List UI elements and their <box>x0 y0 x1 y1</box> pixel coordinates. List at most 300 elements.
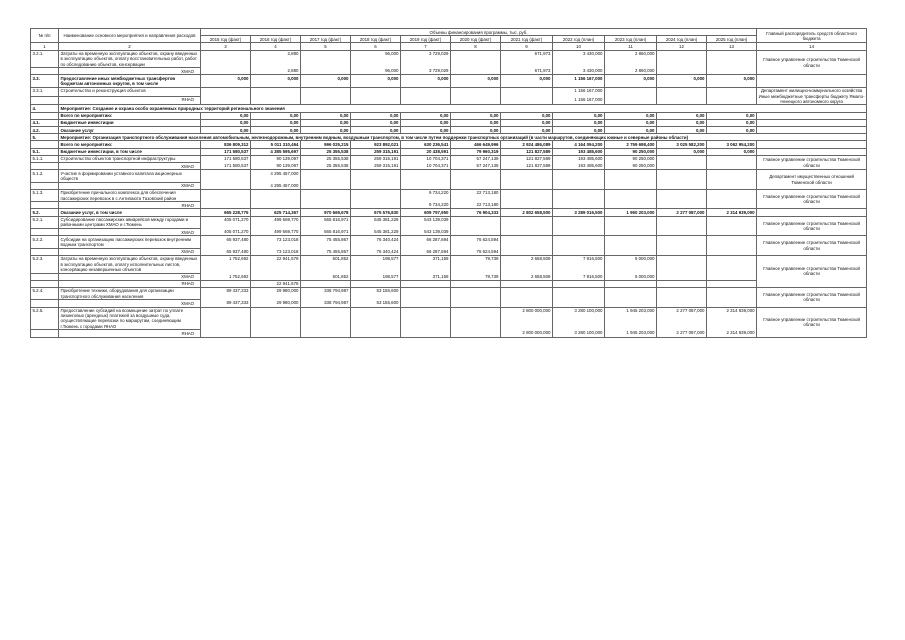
value-cell <box>301 202 351 209</box>
value-cell: 2 277 087,000 <box>657 209 707 216</box>
value-cell: 0,00 <box>201 119 251 126</box>
value-cell: 76 340,424 <box>351 236 401 248</box>
value-cell <box>501 280 553 287</box>
value-cell <box>553 300 605 307</box>
summary-row <box>31 127 867 134</box>
territory-label: ХМАО <box>59 68 201 75</box>
value-cell <box>707 182 757 189</box>
value-cell: 2 314 939,000 <box>707 209 757 216</box>
value-cell <box>707 163 757 170</box>
value-cell: 4 385 595,697 <box>251 148 301 155</box>
value-cell <box>401 307 451 330</box>
value-cell: 2 759 698,400 <box>605 141 657 148</box>
row-number: 5.2.5. <box>31 307 59 330</box>
value-cell: 2 314 939,000 <box>707 330 757 337</box>
value-cell: 0,00 <box>451 119 501 126</box>
value-cell: 65 937,480 <box>201 248 251 255</box>
value-cell <box>301 50 351 68</box>
value-cell: 2 800 000,000 <box>501 330 553 337</box>
territory-row <box>31 163 867 170</box>
value-cell: 76 624,594 <box>451 236 501 248</box>
value-cell <box>351 170 401 182</box>
row-name: Приобретение причального комплекса для обеспечения пассажирских перевозок в с.Антипаюта Тазовский район <box>59 189 201 201</box>
section-row <box>31 105 867 112</box>
value-cell <box>501 229 553 236</box>
value-cell: 171 580,537 <box>201 148 251 155</box>
value-cell <box>501 87 553 96</box>
row-number <box>31 248 59 255</box>
value-cell: 5 011 310,464 <box>251 141 301 148</box>
value-cell: 66 287,694 <box>401 236 451 248</box>
value-cell: 0,00 <box>201 127 251 134</box>
value-cell: 3 430,000 <box>553 68 605 75</box>
value-cell: 89 437,333 <box>201 300 251 307</box>
summary-row <box>31 141 867 148</box>
value-cell <box>553 216 605 228</box>
section-title: Мероприятие: Организация транспортного обслуживания населения автомобильным, железнодорожным, внутренним водным, воздушным транспортом, в том числе путем поддержки транспортных организаций (в части маршрутов, соединяющих южные и северные районы области) <box>59 134 867 141</box>
value-cell <box>657 248 707 255</box>
value-cell <box>401 170 451 182</box>
territory-label: ХМАО <box>59 163 201 170</box>
section-number: 5. <box>31 134 59 141</box>
value-cell <box>605 236 657 248</box>
value-cell: 20 438,591 <box>401 148 451 155</box>
value-cell <box>401 330 451 337</box>
distributor-cell: Главное управление строительства Тюменской области <box>757 50 867 75</box>
column-number: 9 <box>501 43 553 50</box>
column-number: 8 <box>451 43 501 50</box>
table-row <box>31 170 867 182</box>
summary-row <box>31 75 867 87</box>
value-cell: 10 704,371 <box>401 155 451 162</box>
value-cell: 53 155,600 <box>351 300 401 307</box>
distributor-text: Иные межбюджетные трансферты бюджету Ямало-Ненецкого автономного округа <box>758 93 865 104</box>
distributor-cell: Главное управление строительства Тюменской области <box>757 255 867 287</box>
value-cell <box>657 273 707 280</box>
value-cell <box>201 330 251 337</box>
table-row <box>31 216 867 228</box>
row-name: Бюджетные инвестиции, в том числе <box>59 148 201 155</box>
value-cell <box>707 68 757 75</box>
territory-row <box>31 280 867 287</box>
value-cell <box>657 229 707 236</box>
value-cell: 121 827,589 <box>501 148 553 155</box>
value-cell: 671,973 <box>501 50 553 68</box>
header-name: Наименование основного мероприятия и направления расходов <box>59 29 201 43</box>
value-cell <box>401 300 451 307</box>
value-cell: 1 950 203,000 <box>605 209 657 216</box>
column-number: 14 <box>757 43 867 50</box>
column-number: 6 <box>351 43 401 50</box>
territory-row <box>31 330 867 337</box>
value-cell: 22 941,579 <box>251 255 301 273</box>
value-cell: 96,000 <box>351 50 401 68</box>
value-cell: 76 904,333 <box>451 209 501 216</box>
value-cell <box>657 182 707 189</box>
value-cell: 198,577 <box>351 273 401 280</box>
value-cell <box>605 248 657 255</box>
value-cell: 0,00 <box>351 119 401 126</box>
row-number: 5.2.1. <box>31 216 59 228</box>
table-row <box>31 50 867 68</box>
value-cell <box>301 96 351 105</box>
value-cell: 0,000 <box>201 75 251 87</box>
value-cell <box>501 287 553 299</box>
column-number: 12 <box>657 43 707 50</box>
value-cell: 0,00 <box>351 127 401 134</box>
value-cell: 0,00 <box>553 119 605 126</box>
value-cell <box>553 248 605 255</box>
section-number: 4. <box>31 105 59 112</box>
value-cell: 0,000 <box>301 75 351 87</box>
column-number: 11 <box>605 43 657 50</box>
value-cell <box>501 300 553 307</box>
value-cell <box>707 189 757 201</box>
row-number: 5.1. <box>31 148 59 155</box>
row-number <box>31 141 59 148</box>
value-cell <box>201 170 251 182</box>
value-cell: 0,000 <box>657 148 707 155</box>
value-cell: 405 071,270 <box>201 229 251 236</box>
value-cell <box>301 330 351 337</box>
value-cell: 665 228,775 <box>201 209 251 216</box>
value-cell: 96,000 <box>351 68 401 75</box>
value-cell: 338 794,987 <box>301 300 351 307</box>
distributor-cell <box>757 209 867 216</box>
value-cell: 0,00 <box>605 119 657 126</box>
distributor-cell: Главное управление строительства Тюменской области <box>757 216 867 236</box>
value-cell: 3 729,029 <box>401 68 451 75</box>
value-cell <box>605 287 657 299</box>
header-distributor: Главный распорядитель средств областного бюджета <box>757 29 867 43</box>
value-cell: 3 729,029 <box>401 50 451 68</box>
value-cell: 198,577 <box>351 255 401 273</box>
value-cell: 0,00 <box>301 119 351 126</box>
value-cell: 0,00 <box>553 112 605 119</box>
value-cell: 601,852 <box>301 255 351 273</box>
value-cell: 22 713,180 <box>451 189 501 201</box>
row-name: Субсидирование пассажирских авиарейсов между городами и районными центрами ХМАО и г.Тюмень <box>59 216 201 228</box>
table-row <box>31 87 867 96</box>
row-number <box>31 68 59 75</box>
value-cell <box>501 236 553 248</box>
value-cell <box>707 300 757 307</box>
value-cell <box>501 170 553 182</box>
value-cell <box>201 280 251 287</box>
distributor-text: Департамент жилищно-коммунального хозяйства <box>760 88 863 94</box>
value-cell <box>553 229 605 236</box>
value-cell <box>201 68 251 75</box>
value-cell: 0,00 <box>657 112 707 119</box>
value-cell <box>707 280 757 287</box>
row-name: Оказание услуг, в том числе <box>59 209 201 216</box>
row-number <box>31 300 59 307</box>
header-year: 2025 год (план) <box>707 36 757 43</box>
value-cell: 499 669,770 <box>251 216 301 228</box>
distributor-cell <box>757 119 867 126</box>
row-number: 5.2.2. <box>31 236 59 248</box>
value-cell: 10 704,371 <box>401 163 451 170</box>
value-cell <box>707 202 757 209</box>
distributor-cell <box>757 112 867 119</box>
value-cell: 193 485,600 <box>553 163 605 170</box>
value-cell: 0,00 <box>657 119 707 126</box>
table-row <box>31 307 867 330</box>
value-cell: 2,880 <box>251 68 301 75</box>
value-cell: 66 287,694 <box>401 248 451 255</box>
value-cell <box>501 96 553 105</box>
table-row <box>31 255 867 273</box>
value-cell: 1 945 203,000 <box>605 330 657 337</box>
territory-label: ЯНАО <box>59 96 201 105</box>
row-number: 4.1. <box>31 119 59 126</box>
value-cell: 121 827,589 <box>501 163 553 170</box>
value-cell: 29 980,000 <box>251 287 301 299</box>
value-cell <box>451 96 501 105</box>
value-cell <box>501 248 553 255</box>
value-cell <box>605 189 657 201</box>
value-cell: 79,739 <box>451 273 501 280</box>
value-cell <box>501 189 553 201</box>
value-cell: 543 139,039 <box>401 229 451 236</box>
value-cell: 65 937,480 <box>201 236 251 248</box>
value-cell: 2,880 <box>251 50 301 68</box>
territory-label: ХМАО <box>59 182 201 189</box>
territory-row <box>31 229 867 236</box>
value-cell: 1 156 167,000 <box>553 96 605 105</box>
summary-row <box>31 209 867 216</box>
value-cell: 4 164 094,200 <box>553 141 605 148</box>
value-cell: 0,00 <box>251 127 301 134</box>
value-cell: 90 250,000 <box>605 163 657 170</box>
value-cell: 4 295 457,000 <box>251 182 301 189</box>
value-cell <box>657 189 707 201</box>
value-cell: 601,852 <box>301 273 351 280</box>
header-year: 2019 год (факт) <box>401 36 451 43</box>
document-page <box>30 28 866 612</box>
value-cell <box>657 255 707 273</box>
value-cell: 5 000,000 <box>605 255 657 273</box>
column-number: 3 <box>201 43 251 50</box>
distributor-cell: Главное управление строительства Тюменской области <box>757 189 867 209</box>
value-cell <box>401 287 451 299</box>
value-cell <box>657 280 707 287</box>
value-cell <box>251 87 301 96</box>
value-cell: 7 916,500 <box>553 273 605 280</box>
value-cell: 3 280 100,000 <box>553 330 605 337</box>
value-cell: 90 139,097 <box>251 163 301 170</box>
row-number: 5.1.2. <box>31 170 59 182</box>
value-cell: 499 669,770 <box>251 229 301 236</box>
value-cell <box>301 68 351 75</box>
value-cell: 0,00 <box>451 127 501 134</box>
value-cell: 0,00 <box>251 119 301 126</box>
value-cell: 2 860,000 <box>605 50 657 68</box>
value-cell: 630 236,541 <box>401 141 451 148</box>
territory-row <box>31 248 867 255</box>
value-cell <box>553 170 605 182</box>
value-cell: 3 062 954,200 <box>707 141 757 148</box>
value-cell <box>553 236 605 248</box>
row-name: Затраты на временную эксплуатацию объектов, охрану введенных в эксплуатацию объектов, оплату восстановительных работ, работ по обследованию объектов, консервации <box>59 50 201 68</box>
row-number <box>31 96 59 105</box>
territory-label: ХМАО <box>59 273 201 280</box>
value-cell <box>553 280 605 287</box>
value-cell <box>251 330 301 337</box>
value-cell: 0,000 <box>401 75 451 87</box>
header-year: 2023 год (план) <box>605 36 657 43</box>
value-cell <box>605 202 657 209</box>
value-cell <box>605 96 657 105</box>
value-cell <box>201 202 251 209</box>
header-year: 2020 год (факт) <box>451 36 501 43</box>
territory-label: ЯНАО <box>59 330 201 337</box>
value-cell <box>657 216 707 228</box>
value-cell: 3 289 016,500 <box>553 209 605 216</box>
value-cell <box>707 273 757 280</box>
header-num: № п/п <box>31 29 59 43</box>
value-cell: 0,00 <box>351 112 401 119</box>
value-cell: 671,973 <box>501 68 553 75</box>
column-number: 10 <box>553 43 605 50</box>
value-cell: 0,00 <box>301 127 351 134</box>
row-name: Предоставление субсидий на возмещение затрат по уплате лизинговых (арендных) платежей за воздушные суда, осуществляющие перевозки по маршрутам, соединяющим г.Тюмень с городами ЯНАО <box>59 307 201 330</box>
value-cell <box>707 87 757 96</box>
value-cell: 970 669,678 <box>301 209 351 216</box>
distributor-cell: Главное управление строительства Тюменской области <box>757 287 867 307</box>
value-cell <box>451 216 501 228</box>
territory-label: ЯНАО <box>59 280 201 287</box>
value-cell <box>251 96 301 105</box>
row-name: Строительство и реконструкция объектов <box>59 87 201 96</box>
value-cell <box>201 182 251 189</box>
value-cell: 923 892,021 <box>351 141 401 148</box>
territory-row <box>31 68 867 75</box>
value-cell: 0,00 <box>707 119 757 126</box>
header-year: 2024 год (план) <box>657 36 707 43</box>
row-number <box>31 112 59 119</box>
distributor-cell: Департамент имущественных отношений Тюменской области <box>757 170 867 190</box>
distributor-cell <box>757 87 867 105</box>
table-row <box>31 236 867 248</box>
header-colnums <box>31 43 867 50</box>
value-cell: 0,000 <box>251 75 301 87</box>
value-cell: 0,00 <box>401 112 451 119</box>
value-cell: 565 816,971 <box>301 229 351 236</box>
value-cell <box>605 170 657 182</box>
value-cell: 90 139,097 <box>251 155 301 162</box>
value-cell: 7 916,500 <box>553 255 605 273</box>
value-cell <box>451 287 501 299</box>
value-cell: 0,00 <box>201 112 251 119</box>
territory-row <box>31 182 867 189</box>
value-cell: 76 624,594 <box>451 248 501 255</box>
value-cell: 0,00 <box>501 127 553 134</box>
value-cell <box>401 182 451 189</box>
territory-row <box>31 273 867 280</box>
value-cell <box>451 68 501 75</box>
value-cell: 25 355,538 <box>301 163 351 170</box>
distributor-cell: Главное управление строительства Тюменской области <box>757 236 867 256</box>
value-cell: 543 139,039 <box>401 216 451 228</box>
value-cell: 545 381,229 <box>351 229 401 236</box>
value-cell: 171 580,537 <box>201 163 251 170</box>
territory-row <box>31 300 867 307</box>
value-cell <box>605 182 657 189</box>
value-cell <box>201 96 251 105</box>
value-cell: 1 945 203,000 <box>605 307 657 330</box>
value-cell <box>451 87 501 96</box>
value-cell: 0,000 <box>351 75 401 87</box>
column-number: 13 <box>707 43 757 50</box>
value-cell <box>657 170 707 182</box>
row-name: Приобретение техники, оборудования для организации транспортного обслуживания населения <box>59 287 201 299</box>
territory-row <box>31 202 867 209</box>
value-cell <box>553 182 605 189</box>
table-row <box>31 189 867 201</box>
value-cell: 545 381,229 <box>351 216 401 228</box>
header-year: 2018 год (факт) <box>351 36 401 43</box>
value-cell: 193 485,600 <box>553 155 605 162</box>
value-cell: 57 247,139 <box>451 155 501 162</box>
value-cell <box>401 96 451 105</box>
value-cell: 90 250,000 <box>605 148 657 155</box>
row-number: 3.2.1. <box>31 50 59 68</box>
value-cell <box>501 202 553 209</box>
value-cell <box>201 307 251 330</box>
value-cell: 675 576,830 <box>351 209 401 216</box>
value-cell: 0,00 <box>401 127 451 134</box>
value-cell: 836 809,312 <box>201 141 251 148</box>
value-cell <box>657 300 707 307</box>
value-cell <box>553 189 605 201</box>
value-cell: 53 155,600 <box>351 287 401 299</box>
row-number: 5.2.4. <box>31 287 59 299</box>
row-number: 5.2.3. <box>31 255 59 273</box>
row-name: Субсидии на организацию пассажирских перевозок внутренним водным транспортом <box>59 236 201 248</box>
value-cell <box>707 170 757 182</box>
value-cell <box>707 216 757 228</box>
value-cell: 79,739 <box>451 255 501 273</box>
value-cell: 0,00 <box>501 119 553 126</box>
value-cell: 0,00 <box>605 112 657 119</box>
value-cell: 4 295 457,000 <box>251 170 301 182</box>
value-cell <box>657 155 707 162</box>
value-cell: 2 658,509 <box>501 255 553 273</box>
value-cell <box>351 96 401 105</box>
value-cell: 259 315,191 <box>351 163 401 170</box>
value-cell <box>501 182 553 189</box>
territory-label: ЯНАО <box>59 202 201 209</box>
row-number <box>31 182 59 189</box>
territory-label: ХМАО <box>59 248 201 255</box>
value-cell: 2 802 658,500 <box>501 209 553 216</box>
value-cell: 0,00 <box>707 127 757 134</box>
value-cell <box>201 50 251 68</box>
value-cell: 0,000 <box>501 75 553 87</box>
value-cell <box>657 163 707 170</box>
row-name: Строительство объектов транспортной инфраструктуры <box>59 155 201 162</box>
value-cell: 996 025,215 <box>301 141 351 148</box>
value-cell <box>657 236 707 248</box>
value-cell: 73 123,018 <box>251 248 301 255</box>
value-cell: 1 752,692 <box>201 273 251 280</box>
row-number <box>31 330 59 337</box>
value-cell: 9 734,220 <box>401 189 451 201</box>
value-cell: 2 924 486,089 <box>501 141 553 148</box>
value-cell <box>451 182 501 189</box>
value-cell <box>451 307 501 330</box>
